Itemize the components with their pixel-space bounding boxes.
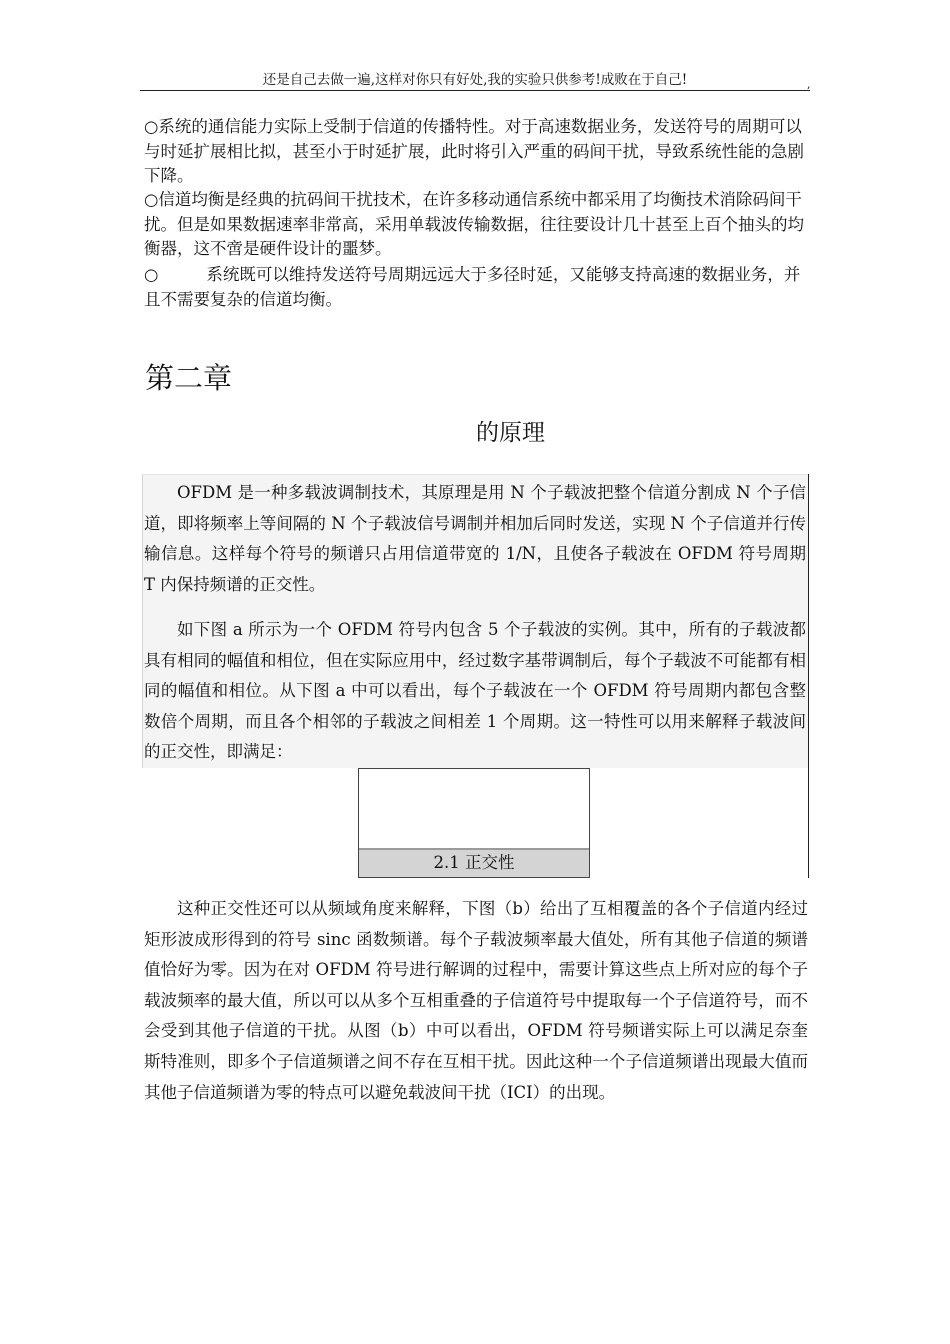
bullet-circle-icon: ○ (144, 117, 159, 136)
intro-paragraph-3-text: 系统既可以维持发送符号周期远远大于多径时延，又能够支持高速的数据业务，并且不需要复杂的信道均衡。 (144, 265, 801, 309)
right-border-rule (808, 474, 809, 878)
body-paragraph-1: 这种正交性还可以从频域角度来解释，下图（b）给出了互相覆盖的各个子信道内经过矩形波成形得到的符号 sinc 函数频谱。每个子载波频率最大值处，所有其他子信道的频谱值恰好为零。因为在对 OFDM 符号进行解调的过程中，需要计算这些点上所对应的每个子载波频率的最大值，所以可以从多个互相重叠的子信道符号中提取每一个子信道符号，而不会受到其他子信道的干扰。从图（b）中可以看出，OFDM 符号频谱实际上可以满足奈奎斯特准则，即多个子信道频谱之间不存在互相干扰。因此这种一个子信道频谱出现最大值而其他子信道频谱为零的特点可以避免载波间干扰（ICI）的出现。 (144, 899, 808, 1102)
intro-paragraph-3 (144, 263, 808, 312)
intro-paragraph-2-text: 信道均衡是经典的抗码间干扰技术，在许多移动通信系统中都采用了均衡技术消除码间干扰。但是如果数据速率非常高，采用单载波传输数据，往往要设计几十甚至上百个抽头的均衡器，这不啻是硬件设计的噩梦。 (144, 190, 804, 258)
section-title: 的原理 (476, 420, 545, 446)
header-rule (140, 90, 810, 91)
box-paragraph-1: OFDM 是一种多载波调制技术，其原理是用 N 个子载波把整个信道分割成 N 个子信道，即将频率上等间隔的 N 个子载波信号调制并相加后同时发送，实现 N 个子信道并行传输信息。这样每个符号的频谱只占用信道带宽的 1/N，且使各子载波在 OFDM 符号周期 T 内保持频谱的正交性。 (144, 483, 806, 594)
intro-paragraph-2 (144, 188, 808, 262)
box-paragraph-2: 如下图 a 所示为一个 OFDM 符号内包含 5 个子载波的实例。其中，所有的子载波都具有相同的幅值和相位，但在实际应用中，经过数字基带调制后，每个子载波不可能都有相同的幅值和相位。从下图 a 中可以看出，每个子载波在一个 OFDM 符号周期内都包含整数倍个周期，而且各个相邻的子载波之间相差 1 个周期。这一特性可以用来解释子载波间的正交性，即满足： (144, 620, 806, 762)
intro-paragraph-1 (144, 115, 808, 189)
figure-image-area (360, 770, 588, 846)
figure-caption: 2.1 正交性 (433, 853, 515, 872)
chapter-title: 第二章 (145, 361, 233, 395)
page-header-text: 还是自己去做一遍,这样对你只有好处,我的实验只供参考!成败在于自己! (262, 72, 688, 88)
bullet-circle-icon: ○ (144, 265, 159, 284)
bullet-circle-icon: ○ (144, 190, 159, 209)
header-mark: , (807, 78, 811, 91)
intro-paragraph-1-text: 系统的通信能力实际上受制于信道的传播特性。对于高速数据业务，发送符号的周期可以与时延扩展相比拟，甚至小于时延扩展，此时将引入严重的码间干扰，导致系统性能的急剧下降。 (144, 117, 804, 185)
